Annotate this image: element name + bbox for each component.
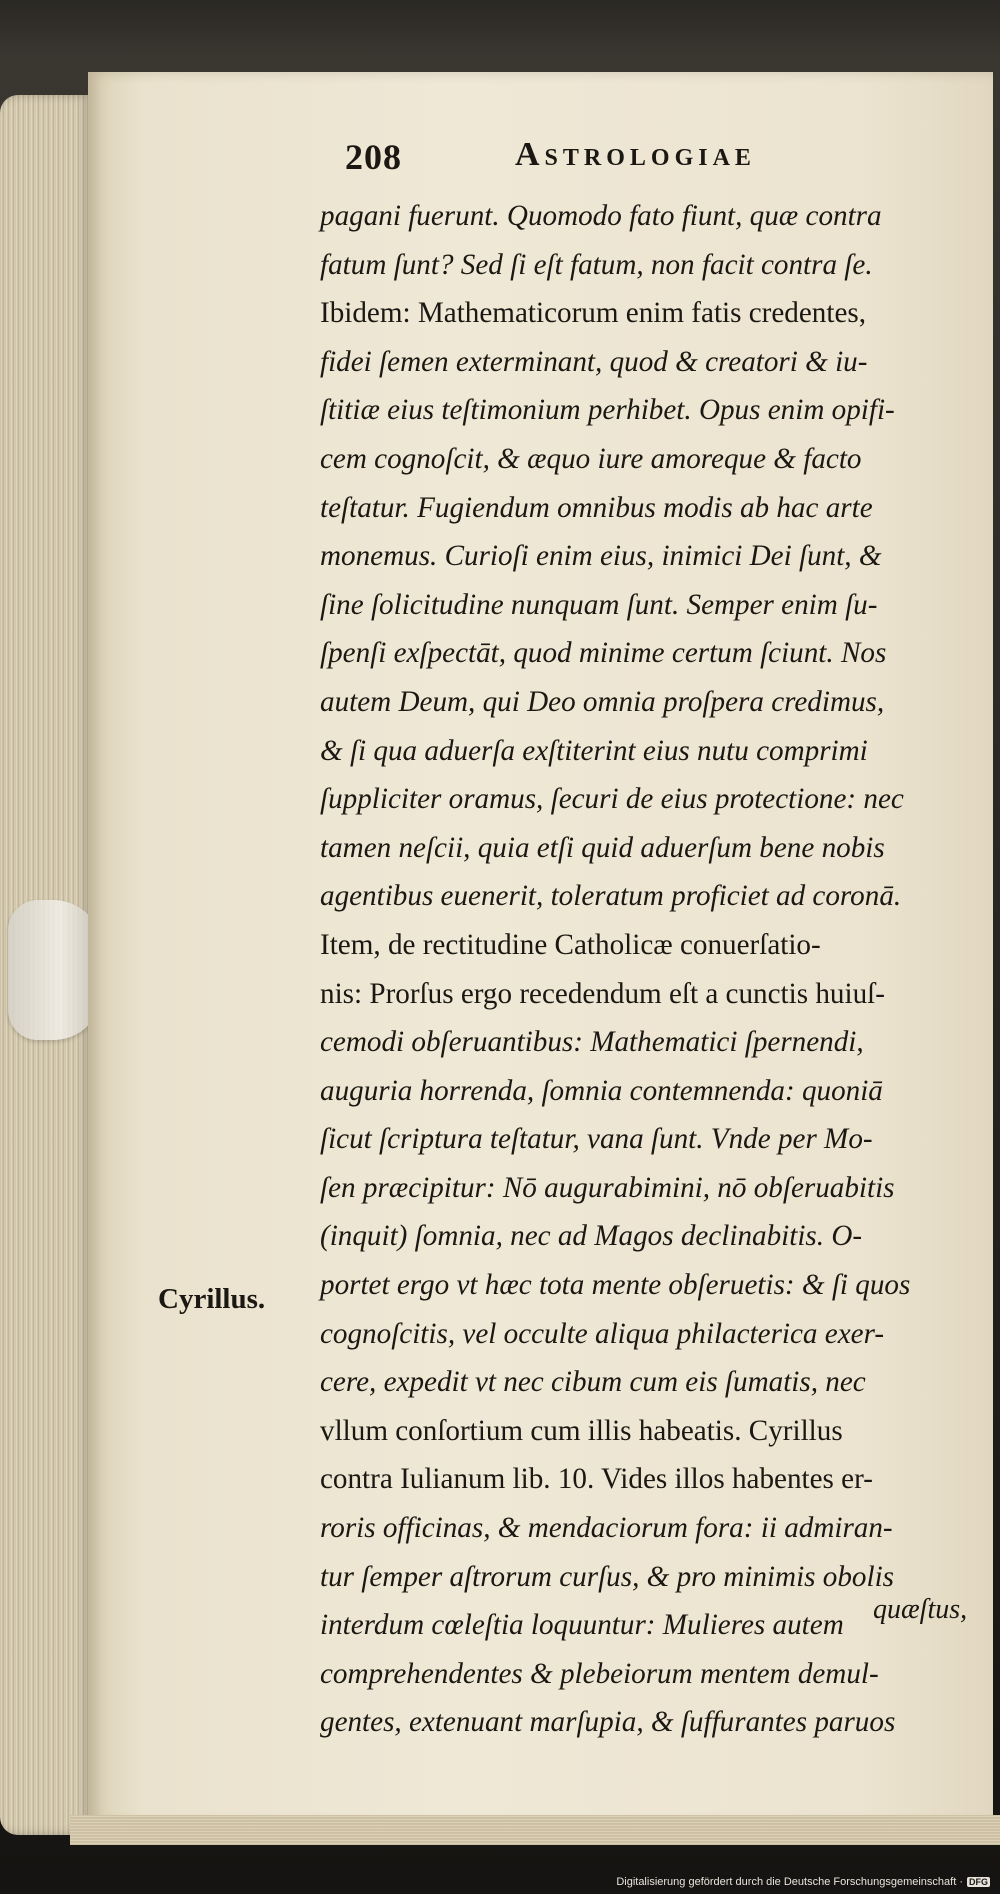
body-text — [320, 192, 1000, 1747]
page-header — [345, 136, 970, 186]
text-line: portet ergo vt hæc tota mente obſeruetis: & ſi quos — [320, 1268, 911, 1302]
text-line: vllum conſortium cum illis habeatis. Cyrillus — [320, 1413, 843, 1447]
text-line: interdum cœleſtia loquuntur: Mulieres autem — [320, 1608, 844, 1642]
text-line: ſine ſolicitudine nunquam ſunt. Semper enim ſu- — [320, 587, 878, 621]
text-line: Item, de rectitudine Catholicæ conuerſatio- — [320, 927, 821, 961]
text-line: ſpenſi exſpectāt, quod minime certum ſciunt. Nos — [320, 636, 887, 670]
text-line: cognoſcitis, vel occulte aliqua philacterica exer- — [320, 1316, 885, 1350]
text-line: tamen neſcii, quia etſi quid aduerſum bene nobis — [320, 830, 885, 864]
text-line: gentes, extenuant marſupia, & ſuffurantes paruos — [320, 1705, 896, 1739]
credit-text: Digitalisierung gefördert durch die Deutsche Forschungsgemeinschaft · — [616, 1876, 963, 1888]
text-line: ſicut ſcriptura teſtatur, vana ſunt. Vnde per Mo- — [320, 1122, 873, 1156]
text-line: tur ſemper aſtrorum curſus, & pro minimis obolis — [320, 1559, 894, 1593]
text-line: agentibus euenerit, toleratum proficiet ad coronā. — [320, 879, 902, 913]
text-line: autem Deum, qui Deo omnia proſpera credimus, — [320, 684, 885, 718]
text-line: contra Iulianum lib. 10. Vides illos habentes er- — [320, 1462, 873, 1496]
text-line: monemus. Curioſi enim eius, inimici Dei ſunt, & — [320, 539, 882, 573]
text-line: fatum ſunt? Sed ſi eſt fatum, non facit contra ſe. — [320, 247, 873, 281]
text-line: cere, expedit vt nec cibum cum eis ſumatis, nec — [320, 1365, 866, 1399]
digitization-credit — [616, 1876, 990, 1888]
text-line: nis: Prorſus ergo recedendum eſt a cunctis huiuſ- — [320, 976, 885, 1010]
dfg-logo-icon: DFG — [969, 1877, 988, 1887]
text-line: auguria horrenda, ſomnia contemnenda: quoniā — [320, 1073, 883, 1107]
text-line: teſtatur. Fugiendum omnibus modis ab hac arte — [320, 490, 873, 524]
text-line: ſen præcipitur: Nō augurabimini, nō obſeruabitis — [320, 1170, 895, 1204]
running-head: Astrologiae — [515, 136, 756, 173]
text-line: ſuppliciter oramus, ſecuri de eius protectione: nec — [320, 782, 904, 816]
text-line: ſtitiæ eius teſtimonium perhibet. Opus enim opifi- — [320, 393, 895, 427]
text-line: Ibidem: Mathematicorum enim fatis credentes, — [320, 296, 867, 330]
page-number: 208 — [345, 137, 402, 177]
text-line: roris officinas, & mendaciorum fora: ii admiran- — [320, 1511, 893, 1545]
text-line: comprehendentes & plebeiorum mentem demul- — [320, 1656, 879, 1690]
text-line: cem cognoſcit, & æquo iure amoreque & facto — [320, 441, 862, 475]
text-line: (inquit) ſomnia, nec ad Magos declinabitis. O- — [320, 1219, 863, 1253]
book-bottom-edge — [70, 1815, 1000, 1845]
text-line: fidei ſemen exterminant, quod & creatori & iu- — [320, 344, 868, 378]
catchword: quæſtus, — [873, 1594, 968, 1625]
text-line: & ſi qua aduerſa exſtiterint eius nutu comprimi — [320, 733, 868, 767]
margin-note: Cyrillus. — [158, 1283, 266, 1315]
text-line: pagani fuerunt. Quomodo fato fiunt, quæ contra — [320, 199, 882, 232]
text-line: cemodi obſeruantibus: Mathematici ſpernendi, — [320, 1025, 864, 1059]
